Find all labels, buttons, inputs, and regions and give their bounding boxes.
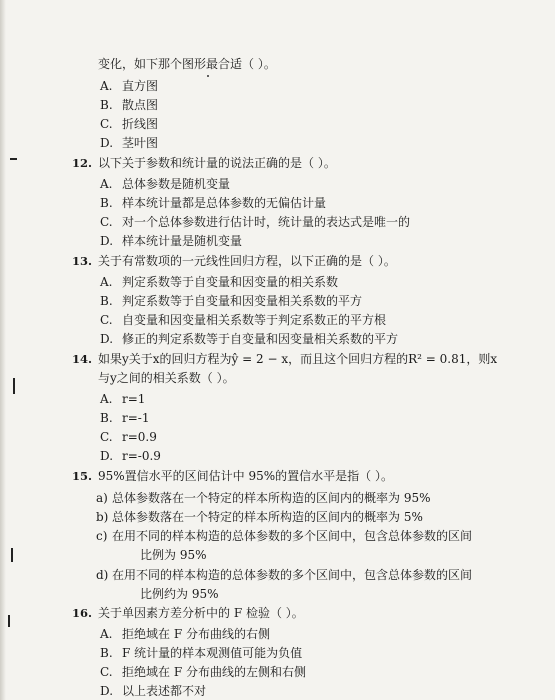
question-11-stem: 变化，如下那个图形最合适（ ）。 <box>98 57 276 71</box>
question-13-stem: 关于有常数项的一元线性回归方程，以下正确的是（ ）。 <box>98 254 396 268</box>
question-11-option-d[interactable]: D. 茎叶图 <box>100 136 159 150</box>
scan-speck <box>207 75 209 77</box>
question-15-option-d[interactable]: d) 在用不同的样本构造的总体参数的多个区间中，包含总体参数的区间 <box>96 568 473 582</box>
question-14-option-d[interactable]: D. r=-0.9 <box>100 449 161 463</box>
question-15-option-c[interactable]: c) 在用不同的样本构造的总体参数的多个区间中，包含总体参数的区间 <box>96 529 473 543</box>
question-16-option-b[interactable]: B. F 统计量的样本观测值可能为负值 <box>100 646 303 660</box>
question-12-stem: 以下关于参数和统计量的说法正确的是（ ）。 <box>98 156 336 170</box>
question-16-stem: 关于单因素方差分析中的 F 检验（ ）。 <box>98 606 304 620</box>
question-12-option-c[interactable]: C. 对一个总体参数进行估计时，统计量的表达式是唯一的 <box>100 215 411 229</box>
question-14-option-c[interactable]: C. r=0.9 <box>100 430 157 444</box>
question-15-option-d-cont: 比例约为 95% <box>140 587 219 601</box>
scan-mark <box>8 615 10 627</box>
question-12-option-d[interactable]: D. 样本统计量是随机变量 <box>100 234 243 248</box>
question-11-option-c[interactable]: C. 折线图 <box>100 117 159 131</box>
scan-mark <box>11 548 13 562</box>
question-15-option-b[interactable]: b) 总体参数落在一个特定的样本所构造的区间内的概率为 5% <box>96 510 423 524</box>
question-13-option-a[interactable]: A. 判定系数等于自变量和因变量的相关系数 <box>100 275 339 289</box>
question-12-option-b[interactable]: B. 样本统计量都是总体参数的无偏估计量 <box>100 196 327 210</box>
scan-mark <box>13 378 15 394</box>
question-11-option-b[interactable]: B. 散点图 <box>100 98 159 112</box>
scan-mark <box>10 158 17 160</box>
question-15-option-c-cont: 比例为 95% <box>140 548 207 562</box>
question-13-option-b[interactable]: B. 判定系数等于自变量和因变量相关系数的平方 <box>100 294 363 308</box>
question-13-option-c[interactable]: C. 自变量和因变量相关系数等于判定系数正的平方根 <box>100 313 387 327</box>
question-13-number: 13. <box>72 254 93 268</box>
question-16-option-c[interactable]: C. 拒绝域在 F 分布曲线的左侧和右侧 <box>100 665 306 679</box>
question-12-option-a[interactable]: A. 总体参数是随机变量 <box>100 177 231 191</box>
question-13-option-d[interactable]: D. 修正的判定系数等于自变量和因变量相关系数的平方 <box>100 332 399 346</box>
page-edge-shadow <box>0 0 6 700</box>
question-14-stem-line-2: 与y之间的相关系数（ ）。 <box>98 371 235 385</box>
question-15-number: 15. <box>72 469 93 483</box>
question-11-option-a[interactable]: A. 直方图 <box>100 79 159 93</box>
question-16-option-d[interactable]: D. 以上表述都不对 <box>100 684 207 698</box>
question-14-option-b[interactable]: B. r=-1 <box>100 411 150 425</box>
question-14-stem-line-1: 如果y关于x的回归方程为ŷ = 2 − x，而且这个回归方程的R² = 0.81，则x <box>98 352 498 366</box>
question-14-number: 14. <box>72 352 93 366</box>
question-16-number: 16. <box>72 606 93 620</box>
question-15-option-a[interactable]: a) 总体参数落在一个特定的样本所构造的区间内的概率为 95% <box>96 491 431 505</box>
question-12-number: 12. <box>72 156 93 170</box>
question-14-option-a[interactable]: A. r=1 <box>100 392 146 406</box>
question-15-stem: 95%置信水平的区间估计中 95%的置信水平是指（ ）。 <box>98 469 393 483</box>
question-16-option-a[interactable]: A. 拒绝域在 F 分布曲线的右侧 <box>100 627 270 641</box>
